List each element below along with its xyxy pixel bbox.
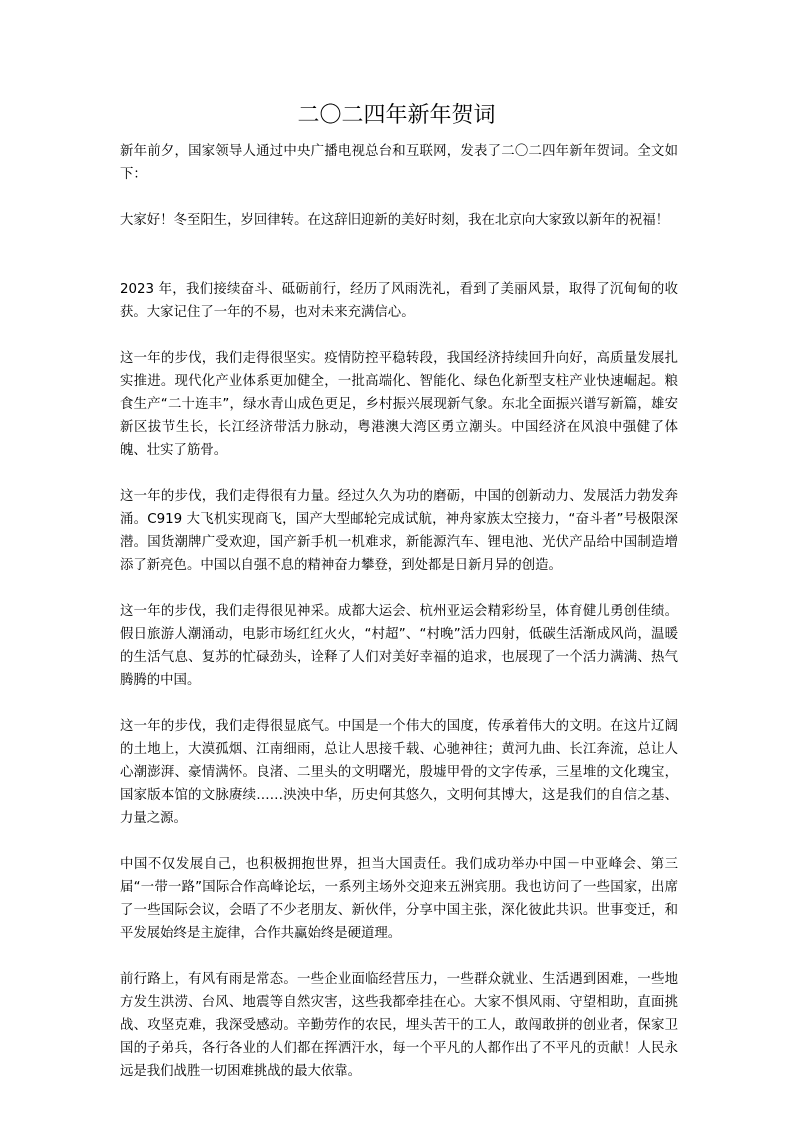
paragraph-powerful-steps: 这一年的步伐，我们走得很有力量。经过久久为功的磨砺，中国的创新动力、发展活力勃发奔涌。C919 大飞机实现商飞，国产大型邮轮完成试航，神舟家族太空接力，“奋斗者”号极限深潜。国货潮牌广受欢迎，国产新手机一机难求，新能源汽车、锂电池、光伏产品给中国制造增添了新亮色。中国以自强不息的精神奋力攀登，到处都是日新月异的创造。 xyxy=(120,489,678,573)
paragraph-2023: 2023 年，我们接续奋斗、砥砺前行，经历了风雨洗礼，看到了美丽风景，取得了沉甸甸的收获。大家记住了一年的不易，也对未来充满信心。 xyxy=(120,282,678,320)
document-title: 二〇二四年新年贺词 xyxy=(297,103,496,128)
paragraph-confident-steps: 这一年的步伐，我们走得很显底气。中国是一个伟大的国度，传承着伟大的文明。在这片辽阔的土地上，大漠孤烟、江南细雨，总让人思接千载、心驰神往；黄河九曲、长江奔流，总让人心潮澎湃、豪情满怀。良渚、二里头的文明曙光，殷墟甲骨的文字传承，三星堆的文化瑰宝，国家版本馆的文脉赓续……泱泱中华，历史何其悠久，文明何其博大，这是我们的自信之基、力量之源。 xyxy=(120,719,678,826)
paragraph-world: 中国不仅发展自己，也积极拥抱世界，担当大国责任。我们成功举办中国－中亚峰会、第三届“一带一路”国际合作高峰论坛，一系列主场外交迎来五洲宾朋。我也访问了一些国家，出席了一些国际会议，会晤了不少老朋友、新伙伴，分享中国主张，深化彼此共识。世事变迁，和平发展始终是主旋律，合作共赢始终是硬道理。 xyxy=(120,857,678,941)
document-body xyxy=(120,140,678,1106)
paragraph-challenges: 前行路上，有风有雨是常态。一些企业面临经营压力，一些群众就业、生活遇到困难，一些地方发生洪涝、台风、地震等自然灾害，这些我都牵挂在心。大家不惧风雨、守望相助，直面挑战、攻坚克难，我深受感动。辛勤劳作的农民，埋头苦干的工人，敢闯敢拼的创业者，保家卫国的子弟兵，各行各业的人们都在挥洒汗水，每一个平凡的人都作出了不平凡的贡献！人民永远是我们战胜一切困难挑战的最大依靠。 xyxy=(120,972,678,1079)
paragraph-intro: 新年前夕，国家领导人通过中央广播电视总台和互联网，发表了二〇二四年新年贺词。全文如下： xyxy=(120,144,678,182)
paragraph-greeting: 大家好！冬至阳生，岁回律转。在这辞旧迎新的美好时刻，我在北京向大家致以新年的祝福！ xyxy=(120,213,670,228)
paragraph-vibrant-steps: 这一年的步伐，我们走得很见神采。成都大运会、杭州亚运会精彩纷呈，体育健儿勇创佳绩。假日旅游人潮涌动，电影市场红红火火，“村超”、“村晚”活力四射，低碳生活渐成风尚，温暖的生活气息、复苏的忙碌劲头，诠释了人们对美好幸福的追求，也展现了一个活力满满、热气腾腾的中国。 xyxy=(120,604,678,688)
paragraph-solid-steps: 这一年的步伐，我们走得很坚实。疫情防控平稳转段，我国经济持续回升向好，高质量发展扎实推进。现代化产业体系更加健全，一批高端化、智能化、绿色化新型支柱产业快速崛起。粮食生产“二十连丰”，绿水青山成色更足，乡村振兴展现新气象。东北全面振兴谱写新篇，雄安新区拔节生长，长江经济带活力脉动，粤港澳大湾区勇立潮头。中国经济在风浪中强健了体魄、壮实了筋骨。 xyxy=(120,351,678,458)
